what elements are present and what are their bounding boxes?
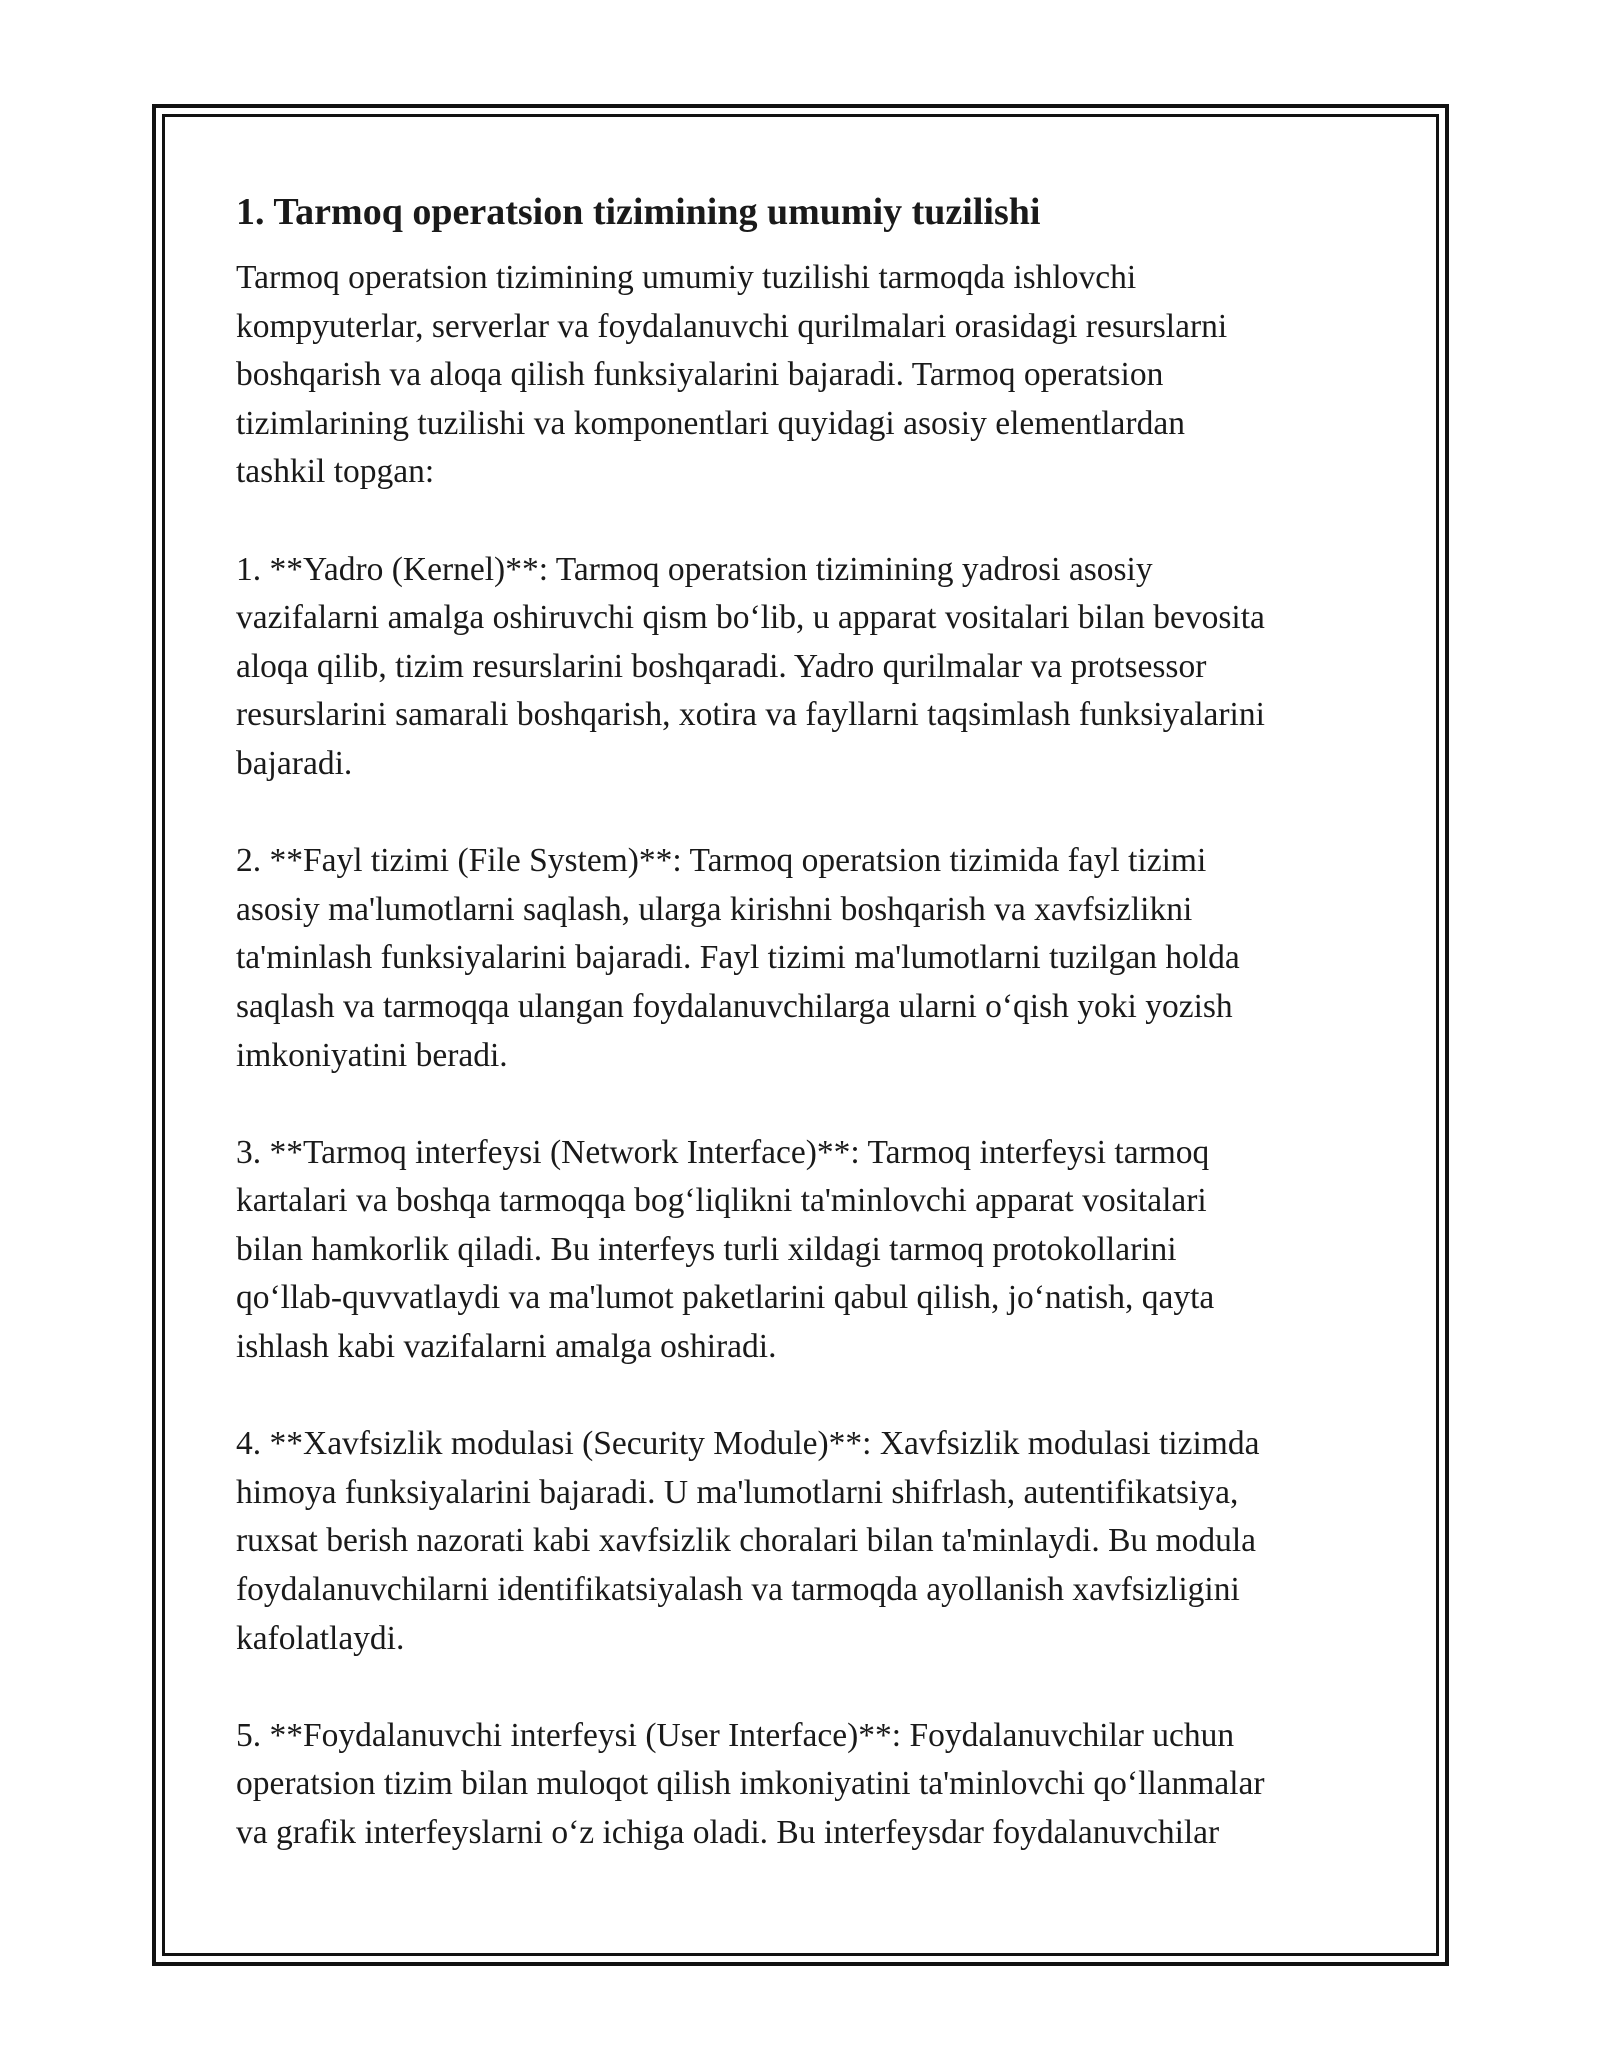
text-line: asosiy ma'lumotlarni saqlash, ularga kirishni boshqarish va xavfsizlikni: [236, 890, 1193, 928]
intro-paragraph: [236, 254, 1376, 497]
text-line: Tarmoq operatsion tizimining umumiy tuzilishi tarmoqda ishlovchi: [236, 259, 1137, 296]
list-item-network-interface: [236, 1129, 1376, 1372]
text-line: bajaradi.: [236, 744, 353, 782]
text-line: boshqarish va aloqa qilish funksiyalarini bajaradi. Tarmoq operatsion: [236, 356, 1164, 394]
text-line: bilan hamkorlik qiladi. Bu interfeys turli xildagi tarmoq protokollarini: [236, 1230, 1177, 1268]
text-line: va grafik interfeyslarni o‘z ichiga oladi. Bu interfeysdar foydalanuvchilar: [236, 1814, 1220, 1851]
text-line: aloqa qilib, tizim resurslarini boshqaradi. Yadro qurilmalar va protsessor: [236, 647, 1207, 685]
list-item-user-interface: [236, 1712, 1376, 1858]
text-line: saqlash va tarmoqqa ulangan foydalanuvchilarga ularni o‘qish yoki yozish: [236, 987, 1233, 1025]
text-line: 4. **Xavfsizlik modulasi (Security Module)**: Xavfsizlik modulasi tizimda: [236, 1425, 1260, 1463]
list-item-kernel: [236, 546, 1376, 789]
text-line: tashkil topgan:: [236, 453, 435, 491]
list-item-file-system: [236, 837, 1376, 1080]
text-line: ishlash kabi vazifalarni amalga oshiradi.: [236, 1328, 777, 1366]
text-line: kafolatlaydi.: [236, 1619, 405, 1657]
text-line: foydalanuvchilarni identifikatsiyalash va tarmoqda ayollanish xavfsizligini: [236, 1571, 1240, 1609]
section-heading: 1. Tarmoq operatsion tizimining umumiy tuzilishi: [236, 191, 1041, 233]
text-line: himoya funksiyalarini bajaradi. U ma'lumotlarni shifrlash, autentifikatsiya,: [236, 1473, 1239, 1511]
text-line: 1. **Yadro (Kernel)**: Tarmoq operatsion tizimining yadrosi asosiy: [236, 550, 1153, 588]
text-line: 5. **Foydalanuvchi interfeysi (User Interface)**: Foydalanuvchilar uchun: [236, 1716, 1235, 1754]
text-line: kartalari va boshqa tarmoqqa bog‘liqlikni ta'minlovchi apparat vositalari: [236, 1182, 1207, 1220]
text-line: operatsion tizim bilan muloqot qilish imkoniyatini ta'minlovchi qo‘llanmalar: [236, 1765, 1265, 1803]
text-line: tizimlarining tuzilishi va komponentlari quyidagi asosiy elementlardan: [236, 404, 1185, 442]
text-line: 2. **Fayl tizimi (File System)**: Tarmoq operatsion tizimida fayl tizimi: [236, 842, 1207, 880]
text-line: resurslarini samarali boshqarish, xotira va fayllarni taqsimlash funksiyalarini: [236, 696, 1265, 734]
list-item-security-module: [236, 1420, 1376, 1663]
text-line: ta'minlash funksiyalarini bajaradi. Fayl tizimi ma'lumotlarni tuzilgan holda: [236, 939, 1240, 977]
text-line: kompyuterlar, serverlar va foydalanuvchi qurilmalari orasidagi resurslarni: [236, 307, 1228, 345]
text-line: imkoniyatini beradi.: [236, 1036, 508, 1074]
text-line: qo‘llab-quvvatlaydi va ma'lumot paketlarini qabul qilish, jo‘natish, qayta: [236, 1279, 1215, 1317]
text-line: ruxsat berish nazorati kabi xavfsizlik choralari bilan ta'minlaydi. Bu modula: [236, 1522, 1257, 1560]
document-body: [236, 186, 1376, 1906]
text-line: 3. **Tarmoq interfeysi (Network Interface)**: Tarmoq interfeysi tarmoq: [236, 1133, 1210, 1171]
text-line: vazifalarni amalga oshiruvchi qism bo‘lib, u apparat vositalari bilan bevosita: [236, 599, 1265, 637]
